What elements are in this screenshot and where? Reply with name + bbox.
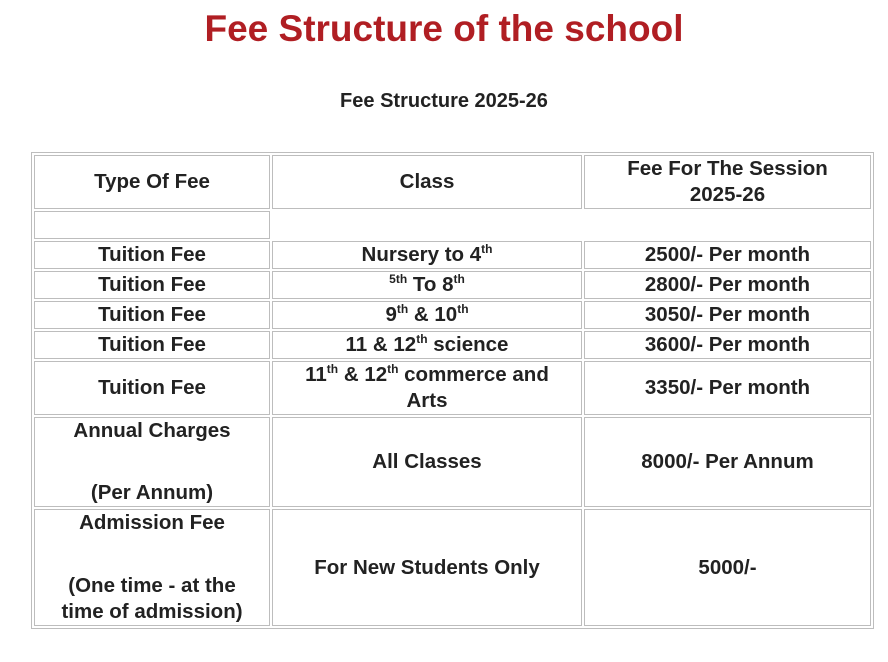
fee-type-cell xyxy=(34,509,270,626)
fee-amount-cell: 5000/- xyxy=(584,509,871,626)
table-row xyxy=(34,509,871,626)
empty-cell xyxy=(34,211,270,239)
page-title: Fee Structure of the school xyxy=(204,8,684,49)
class-cell: Nursery to 4th xyxy=(272,241,582,269)
header-fee-line1: Fee For The Session xyxy=(627,157,828,180)
class-cell: 11th & 12th commerce and Arts xyxy=(272,361,582,415)
fee-type-cell: Tuition Fee xyxy=(34,331,270,359)
fee-type-cell: Tuition Fee xyxy=(34,271,270,299)
header-fee-line2: 2025-26 xyxy=(689,183,766,206)
class-cell: 9th & 10th xyxy=(272,301,582,329)
class-cell: 11 & 12th science xyxy=(272,331,582,359)
header-fee-for-session xyxy=(584,155,871,209)
table-row xyxy=(34,301,871,329)
header-class: Class xyxy=(272,155,582,209)
table-spacer-row xyxy=(34,211,871,239)
fee-type-cell: Tuition Fee xyxy=(34,241,270,269)
table-row xyxy=(34,417,871,507)
fee-table xyxy=(31,152,874,629)
fee-type-cell xyxy=(34,417,270,507)
fee-amount-cell: 3600/- Per month xyxy=(584,331,871,359)
table-row xyxy=(34,331,871,359)
class-cell: For New Students Only xyxy=(272,509,582,626)
fee-amount-cell: 3050/- Per month xyxy=(584,301,871,329)
table-row xyxy=(34,361,871,415)
fee-amount-cell: 2500/- Per month xyxy=(584,241,871,269)
fee-type-line: Admission Fee xyxy=(79,511,225,534)
table-header-row xyxy=(34,155,871,209)
header-type-of-fee: Type Of Fee xyxy=(34,155,270,209)
fee-type-note: (Per Annum) xyxy=(90,481,214,504)
class-cell: All Classes xyxy=(272,417,582,507)
table-row xyxy=(34,241,871,269)
fee-type-cell: Tuition Fee xyxy=(34,361,270,415)
fee-type-note: time of admission) xyxy=(61,600,243,623)
fee-amount-cell: 2800/- Per month xyxy=(584,271,871,299)
fee-type-cell: Tuition Fee xyxy=(34,301,270,329)
empty-cell xyxy=(272,211,871,239)
fee-amount-cell: 3350/- Per month xyxy=(584,361,871,415)
table-row xyxy=(34,271,871,299)
fee-type-line: Annual Charges xyxy=(73,419,231,442)
fee-type-note: (One time - at the xyxy=(68,574,236,597)
page-subtitle: Fee Structure 2025-26 xyxy=(340,90,548,112)
class-cell: $^{5th}$ To 8th xyxy=(272,271,582,299)
fee-amount-cell: 8000/- Per Annum xyxy=(584,417,871,507)
